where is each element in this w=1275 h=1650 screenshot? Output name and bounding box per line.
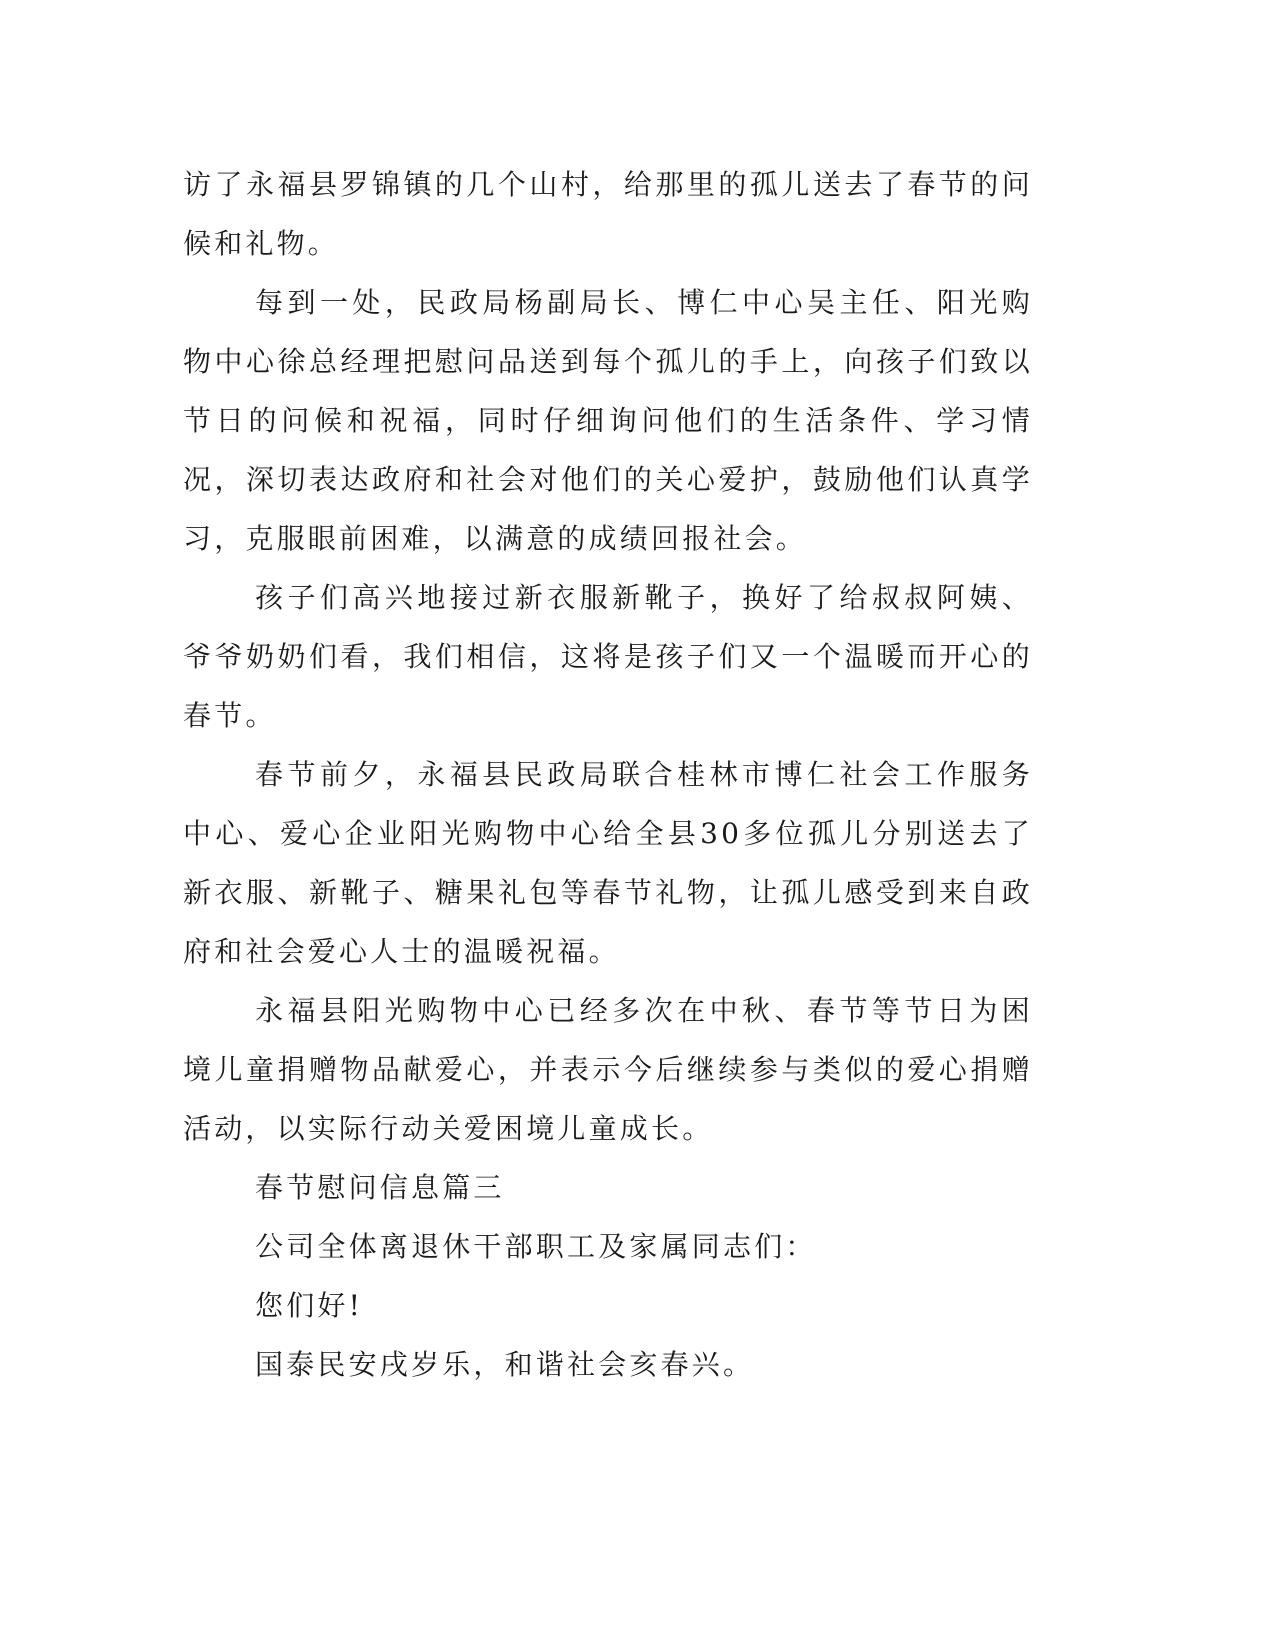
greeting: 您们好! [255,1289,364,1322]
paragraph: 永福县阳光购物中心已经多次在中秋、春节等节日为困境儿童捐赠物品献爱心，并表示今后继续参与类似的爱心捐赠活动，以实际行动关爱困境儿童成长。 [183,994,1033,1145]
paragraph: 孩子们高兴地接过新衣服新靴子，换好了给叔叔阿姨、爷爷奶奶们看，我们相信，这将是孩子们又一个温暖而开心的春节。 [183,581,1033,732]
section-heading: 春节慰问信息篇三 [255,1171,505,1204]
paragraph-continuation: 访了永福县罗锦镇的几个山村，给那里的孤儿送去了春节的问候和礼物。 [183,168,1033,260]
salutation: 公司全体离退休干部职工及家属同志们： [255,1230,817,1263]
paragraph: 春节前夕，永福县民政局联合桂林市博仁社会工作服务中心、爱心企业阳光购物中心给全县30多位孤儿分别送去了新衣服、新靴子、糖果礼包等春节礼物，让孤儿感受到来自政府和社会爱心人士的温暖祝福。 [183,758,1033,968]
document-body [183,155,1033,1394]
paragraph: 国泰民安戌岁乐，和谐社会亥春兴。 [255,1348,755,1381]
paragraph: 每到一处，民政局杨副局长、博仁中心吴主任、阳光购物中心徐总经理把慰问品送到每个孤儿的手上，向孩子们致以节日的问候和祝福，同时仔细询问他们的生活条件、学习情况，深切表达政府和社会对他们的关心爱护，鼓励他们认真学习，克服眼前困难，以满意的成绩回报社会。 [183,286,1033,555]
